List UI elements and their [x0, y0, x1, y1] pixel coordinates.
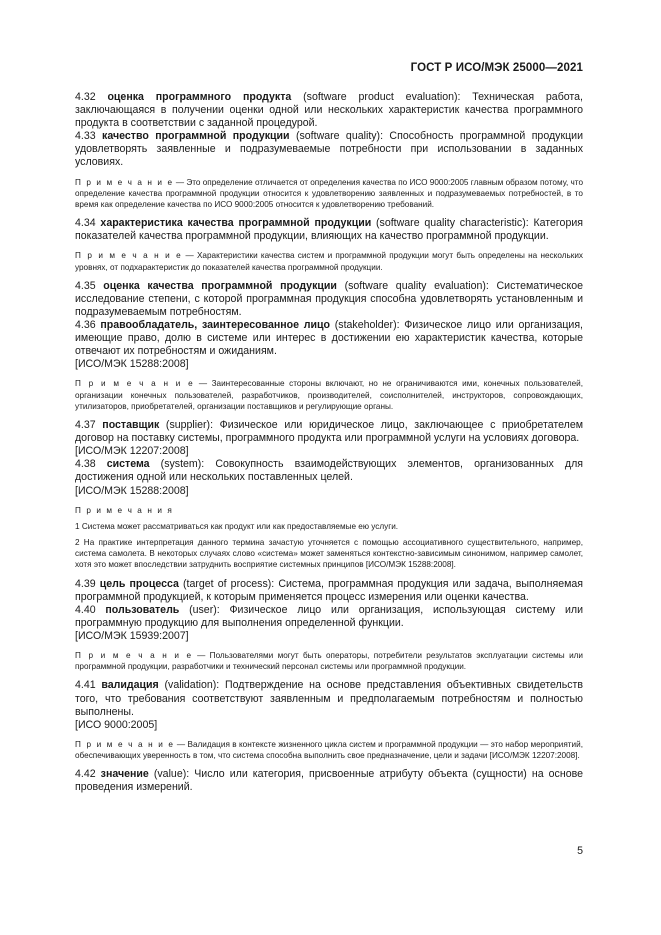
note-4-36 — [75, 378, 583, 412]
definition: (value): Число или категория, присвоенные атрибуту объекта (сущности) на основе проведения измерений. — [75, 768, 583, 794]
definition: (validation): Подтверждение на основе представления объективных свидетельств того, что требования соответствуют заявленным и предполагаемым потребностям и полностью выполнены. — [75, 679, 583, 718]
term-entry-4-36 — [75, 319, 583, 358]
term-entry-4-35 — [75, 280, 583, 319]
term: характеристика качества программной продукции — [100, 217, 372, 230]
definition: (stakeholder): Физическое лицо или организация, имеющие право, долю в системе или интерес в достижении ею характеристик качества, которые отвечают их потребностям и ожиданиям. — [75, 319, 583, 358]
term: правообладатель, заинтересованное лицо — [100, 319, 331, 332]
term: оценка программного продукта — [107, 91, 292, 103]
entry-number: 4.36 — [75, 319, 96, 332]
term-entry-4-40 — [75, 604, 583, 630]
term: пользователь — [105, 603, 180, 616]
note-4-38-1: 1 Система может рассматриваться как продукт или как предоставляемые ею услуги. — [75, 521, 399, 531]
entry-number: 4.37 — [75, 419, 96, 432]
note-text: — Это определение отличается от определения качества по ИСО 9000:2005 главным образом потому, что определение качества программной продукции относится к удовлетворению заявленных и подразумеваемых потребностей, в то время как определение качества по ИСО 9000:2005 относится к удовлетворению требований. — [75, 177, 583, 209]
reference-4-41: [ИСО 9000:2005] — [75, 718, 158, 731]
note-4-41 — [75, 739, 583, 761]
term: значение — [100, 768, 149, 781]
term-entry-4-34 — [75, 217, 583, 243]
term: оценка качества программной продукции — [103, 279, 337, 292]
entry-number: 4.33 — [75, 130, 96, 143]
definition: (user): Физическое лицо или организация, использующая систему или программную продукцию для выполнения определенной функции. — [75, 603, 584, 629]
term-entry-4-38 — [75, 458, 583, 484]
entry-number: 4.40 — [75, 603, 96, 616]
definition: (system): Совокупность взаимодействующих элементов, организованных для достижения одной или нескольких поставленных целей. — [75, 458, 583, 484]
definition: (software quality evaluation): Систематическое исследование степени, с которой программная продукция способна удовлетворять установленным и подразумеваемым потребностям. — [75, 279, 583, 318]
note-4-40 — [75, 650, 583, 672]
note-4-33 — [75, 177, 583, 211]
definition: (software quality): Способность программной продукции удовлетворять заявленные и подразумеваемые потребности при использовании в заданных условиях. — [75, 130, 583, 169]
note-text: — Заинтересованные стороны включают, но не ограничиваются ими, конечных пользователей, организации конечных пользователей, разработчиков, производителей, соисполнителей, инструкторов, сопровождающих, утилизаторов, приобретателей, организации поставщиков и регулирующие органы. — [75, 379, 583, 411]
entry-number: 4.34 — [75, 217, 96, 230]
entry-number: 4.32 — [75, 91, 96, 103]
note-label: П р и м е ч а н и е — [75, 177, 174, 187]
note-label: П р и м е ч а н и е — [75, 651, 193, 661]
entry-number: 4.39 — [75, 577, 96, 590]
reference-4-36: [ИСО/МЭК 15288:2008] — [75, 358, 189, 371]
term-entry-4-32 — [75, 91, 583, 130]
reference-4-40: [ИСО/МЭК 15939:2007] — [75, 629, 189, 642]
term: система — [106, 458, 150, 471]
notes-heading-4-38 — [75, 505, 583, 516]
definition: (supplier): Физическое или юридическое лицо, заключающее с приобретателем договор на поставку системы, программного продукта или программной услуги на условиях договора. — [75, 419, 583, 445]
definition: (target of process): Система, программная продукция или задача, выполняемая программной продукцией, к которым применяется процесс измерения или оценки качества. — [75, 577, 583, 603]
definition: (software product evaluation): Техническая работа, заключающаяся в получении оценки одной или нескольких характеристик качества программного продукта в соответствии с заданной процедурой. — [75, 91, 583, 130]
term-entry-4-33 — [75, 130, 583, 169]
entry-number: 4.38 — [75, 458, 96, 471]
term: качество программной продукции — [102, 130, 290, 143]
definition: (software quality characteristic): Категория показателей качества программной продукции, влияющих на качество программной продукции. — [75, 217, 583, 243]
note-text: — Валидация в контексте жизненного цикла систем и программной продукции — это набор мероприятий, обеспечивающих уверенность в том, что система способна выполнить свое предназначение, цели и задачи [ИСО/МЭК 12207:2008]. — [75, 739, 583, 761]
reference-4-38: [ИСО/МЭК 15288:2008] — [75, 484, 189, 497]
note-4-38-2: 2 На практике интерпретация данного термина зачастую уточняется с помощью ассоциативного существительного, например, система самолета. В некоторых случаях слово «система» может заменяться контекстно-зависимым синонимом, например самолет, хотя это может впоследствии затруднить восприятие системных принципов [ИСО/МЭК 15288:2008]. — [75, 538, 583, 570]
entry-number: 4.42 — [75, 768, 96, 781]
term-entry-4-39 — [75, 578, 583, 604]
term: поставщик — [102, 419, 160, 432]
note-4-34 — [75, 250, 583, 272]
term-entry-4-37 — [75, 419, 583, 445]
standard-header: ГОСТ Р ИСО/МЭК 25000—2021 — [410, 62, 583, 74]
note-text: — Характеристики качества систем и программной продукции могут быть определены на нескольких уровнях, от подхарактеристик до показателей качества программной продукции. — [75, 251, 583, 272]
note-text: — Пользователями могут быть операторы, потребители результатов эксплуатации системы или программной продукции, разработчики и технический персонал системы или программной продукции. — [75, 651, 583, 672]
page-number: 5 — [577, 845, 583, 857]
term-entry-4-42 — [75, 768, 583, 794]
document-body — [75, 91, 583, 794]
term-entry-4-41 — [75, 679, 583, 718]
note-label: П р и м е ч а н и е — [75, 251, 183, 261]
note-label: П р и м е ч а н и е — [75, 379, 195, 389]
term: цель процесса — [99, 577, 179, 590]
note-label: П р и м е ч а н и е — [75, 739, 175, 749]
reference-4-37: [ИСО/МЭК 12207:2008] — [75, 445, 189, 458]
entry-number: 4.41 — [75, 679, 96, 692]
term: валидация — [101, 679, 159, 692]
entry-number: 4.35 — [75, 279, 96, 292]
notes-label: П р и м е ч а н и я — [75, 505, 174, 515]
